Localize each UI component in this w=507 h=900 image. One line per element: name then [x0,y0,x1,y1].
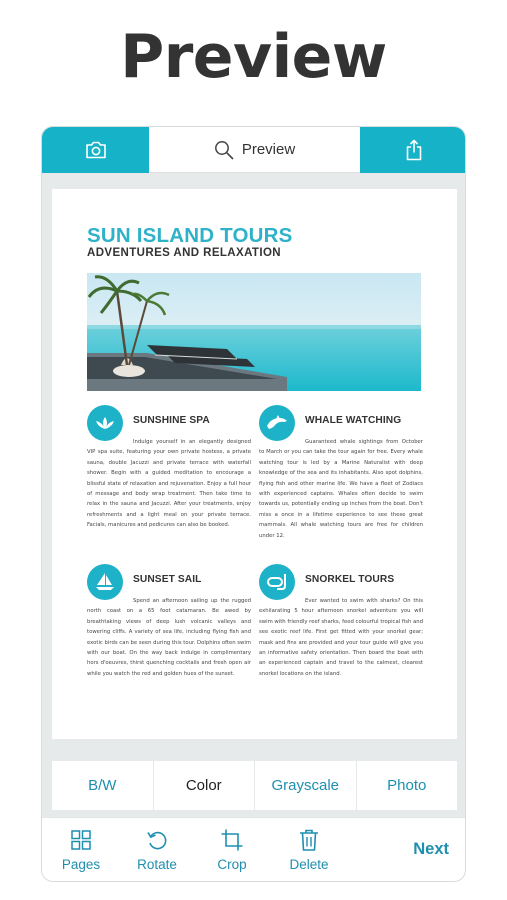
tab-preview[interactable] [149,127,360,173]
section-title: SUNSHINE SPA [133,415,210,426]
delete-label: Delete [289,857,329,872]
share-button[interactable] [360,127,466,173]
section-title: SUNSET SAIL [133,574,202,585]
section-body: Ever wanted to swim with sharks? On this exhilarating 5 hour afternoon snorkel adventure you will swim with friendly reef sharks, feed colourful tropical fish and see exotic reef life. First get fitted with your snorkel gear; mask and fins are provided and your tour guide will give you an informative safety orientation. Then board the boat with an experienced captain and travel to the calmest, clearest snorkel locations on the island. [259,598,423,677]
bottom-toolbar [42,817,466,882]
delete-button[interactable] [279,826,339,872]
section-title: WHALE WATCHING [305,415,402,426]
document-title: SUN ISLAND TOURS [87,224,293,247]
preview-tab-label: Preview [241,141,296,158]
document-subtitle: ADVENTURES AND RELAXATION [87,247,282,259]
section-body: Guaranteed whale sightings from October to March or you can take the tour again for free. Every whale watching tour is led by a Marine Naturalist with deep knowledge of the sea and its inhabitants. Also spot dolphins, flying fish and other marine life. We have a fleet of Zodiacs with experienced captains. Whales often decide to swim towards us, potentially ending up inches from the boat. Don't miss a once in a lifetime experience to see these great mammals. All whale watching tours are free for children under 12. [259,439,423,539]
pages-button[interactable] [51,826,111,872]
document-preview [52,189,457,739]
rotate-button[interactable] [127,826,187,872]
pages-grid-icon [70,829,92,851]
camera-icon [85,141,107,159]
pages-label: Pages [61,857,101,872]
crop-button[interactable] [202,826,262,872]
filter-color-button[interactable]: Color [154,761,256,810]
rotate-icon [145,828,169,852]
dolphin-icon [259,405,295,441]
share-icon [405,139,423,161]
hero-title: Preview [120,22,387,92]
section-title: SNORKEL TOURS [305,574,395,585]
filter-bar [52,761,457,810]
trash-icon [298,828,320,852]
section-body: Spend an afternoon sailing up the rugged north coast on a 65 foot catamaran. Be awed by breathtaking views of deep lush volcanic valleys and towering cliffs. A variety of sea life, including flying fish and exotic birds can be seen during this tour. Dolphins often swim with our boat. On the way back indulge in complimentary hors d'oeuvres, thirst quenching cocktails and fresh open air while you watch the red and golden hues of the sunset. [87,598,251,677]
sailboat-icon [87,564,123,600]
spa-lotus-icon [87,405,123,441]
filter-grayscale-button[interactable]: Grayscale [255,761,357,810]
next-button[interactable]: Next [413,840,449,858]
search-icon [214,140,234,160]
app-window [41,126,466,882]
section-body: Indulge yourself in an elegantly designed VIP spa suite, featuring your own private hostess, a private sauna, double Jacuzzi and private terrace with waterfall shower. Begin with a guided meditation to encourage a blissful state of relaxation and rejuvenation. Enjoy a full hour of message and body wrap treatment. Then take time to relax in the sauna and Jacuzzi. After your treatments, enjoy refreshments and a light meal on your private terrace. Facials, manicures and pedicures can also be booked. [87,439,251,529]
snorkel-mask-icon [259,564,295,600]
filter-photo-button[interactable]: Photo [387,777,427,794]
rotate-label: Rotate [137,857,177,872]
top-bar [42,127,466,173]
pool-photo [87,273,421,391]
crop-icon [220,828,244,852]
camera-button[interactable] [42,127,149,173]
filter-bw-button[interactable]: B/W [52,761,154,810]
crop-label: Crop [217,857,247,872]
